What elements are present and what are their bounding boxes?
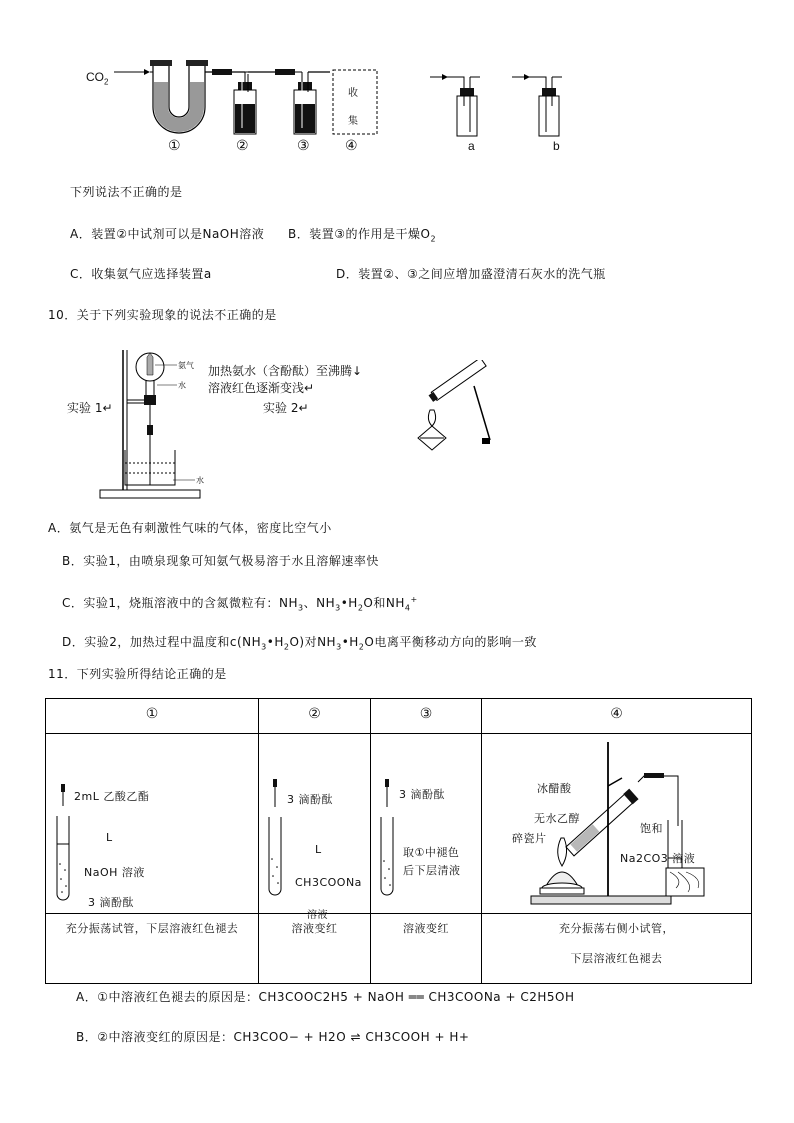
- q9-stem: 下列说法不正确的是: [70, 185, 183, 199]
- q10-stem: 10．关于下列实验现象的说法不正确的是: [48, 308, 277, 322]
- apparatus-label-4: ④: [345, 137, 358, 153]
- label-water-beaker: 水: [196, 476, 204, 485]
- cell-experiment-2: 3 滴酚酞 L CH3COONa 溶液: [259, 734, 371, 914]
- apparatus-label-3: ③: [297, 137, 310, 153]
- result-1: 充分振荡试管，下层溶液红色褪去: [46, 914, 259, 984]
- q10-option-d: D．实验2，加热过程中温度和$c(NH_3•H_2O)$对$NH_3•H_2O$电离平衡移动方向的影响一致: [62, 635, 537, 652]
- q10-option-a: A．氨气是无色有刺激性气味的气体，密度比空气小: [48, 521, 332, 535]
- cell-experiment-3: 3 滴酚酞 取①中褪色 后下层清液: [371, 734, 482, 914]
- collect-text-1: 收: [348, 88, 358, 99]
- result-3: 溶液变红: [371, 914, 482, 984]
- q9-option-a: A．装置②中试剂可以是NaOH溶液: [70, 227, 265, 241]
- header-1: ①: [46, 699, 259, 734]
- q10-option-c: C．实验1，烧瓶溶液中的含氮微粒有：$NH_3$、$NH_3•H_2O$和$NH_4^+$: [62, 595, 418, 613]
- apparatus-label-a: a: [468, 139, 475, 153]
- experiment-1-label: 实验 1↵: [67, 401, 113, 415]
- collect-text-2: 集: [348, 116, 358, 127]
- q10-option-b: B．实验1，由喷泉现象可知氨气极易溶于水且溶解速率快: [62, 554, 379, 568]
- experiment-2-line2: 溶液红色逐渐变浅↵: [208, 381, 315, 395]
- figure-heating-experiment: [410, 360, 500, 460]
- label-ammonia: 氨气: [178, 361, 194, 370]
- apparatus-label-1: ①: [168, 137, 181, 153]
- cell-experiment-1: 2mL 乙酸乙酯 L NaOH 溶液 3 滴酚酞: [46, 734, 259, 914]
- q11-option-a: A．①中溶液红色褪去的原因是：CH3COOC2H5 + NaOH ══ CH3COONa + C2H5OH: [76, 990, 575, 1004]
- label-water-flask: 水: [178, 381, 186, 390]
- q11-table: [45, 698, 752, 984]
- apparatus-label-2: ②: [236, 137, 249, 153]
- q9-option-d: D．装置②、③之间应增加盛澄清石灰水的洗气瓶: [336, 267, 606, 281]
- apparatus-label-b: b: [553, 139, 560, 153]
- header-2: ②: [259, 699, 371, 734]
- q11-option-b: B．②中溶液变红的原因是：CH3COO− + H2O ⇌ CH3COOH + H+: [76, 1030, 470, 1044]
- experiment-2-label: 实验 2↵: [263, 401, 309, 415]
- result-4: 充分振荡右侧小试管， 下层溶液红色褪去: [482, 914, 752, 984]
- result-2: 溶液变红: [259, 914, 371, 984]
- q9-option-b: B．装置③的作用是干燥$O_2$: [288, 227, 437, 244]
- experiment-2-line1: 加热氨水（含酚酞）至沸腾↓: [208, 364, 363, 378]
- header-4: ④: [482, 699, 752, 734]
- q11-stem: 11．下列实验所得结论正确的是: [48, 667, 227, 681]
- cell-experiment-4: 冰醋酸 无水乙醇 碎瓷片 饱和 Na2CO3 溶液: [482, 734, 752, 914]
- header-3: ③: [371, 699, 482, 734]
- q9-option-c: C．收集氨气应选择装置a: [70, 267, 212, 281]
- figure-gas-apparatus: [80, 52, 600, 162]
- co2-label: $CO_2$: [86, 70, 109, 87]
